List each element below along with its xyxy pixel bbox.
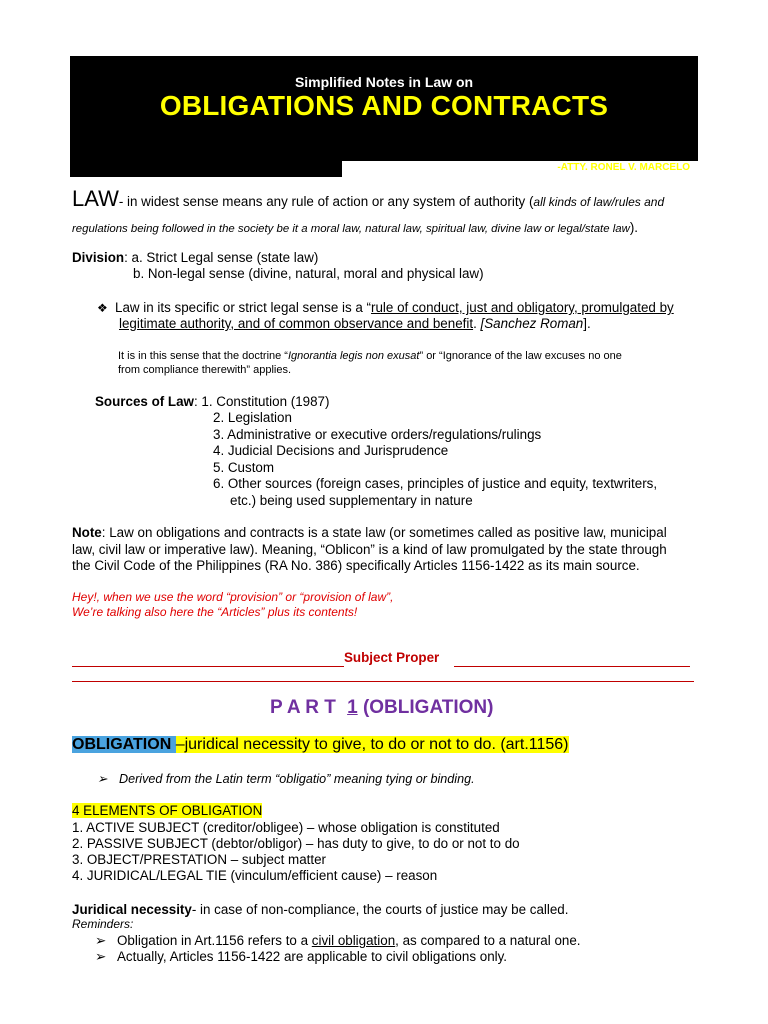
law-term: LAW	[72, 186, 119, 211]
note-line1: Note: Law on obligations and contracts is a state law (or sometimes called as positive law, municipal	[72, 525, 667, 540]
subject-proper-heading: Subject Proper	[344, 650, 440, 665]
subject-rule-right	[454, 666, 690, 667]
strict-sense-line2: legitimate authority, and of common observance and benefit. [Sanchez Roman].	[119, 316, 591, 331]
sources-line-1: Sources of Law: 1. Constitution (1987)	[95, 394, 330, 409]
arrow-bullet-icon: ➢	[97, 772, 108, 786]
arrow-bullet-icon: ➢	[95, 949, 107, 964]
sources-item-4: 4. Judicial Decisions and Jurisprudence	[213, 443, 449, 458]
diamond-bullet-icon: ❖	[97, 301, 108, 315]
strict-sense-bullet: ❖ Law in its specific or strict legal sense is a “rule of conduct, just and obligatory, promulgated by	[97, 300, 674, 315]
hey-note-line2: We’re talking also here the “Articles” plus its contents!	[72, 605, 358, 619]
element-item-4: 4. JURIDICAL/LEGAL TIE (vinculum/efficient cause) – reason	[72, 868, 438, 883]
note-label: Note	[72, 525, 102, 540]
reminders-label: Reminders:	[72, 917, 134, 931]
element-item-3: 3. OBJECT/PRESTATION – subject matter	[72, 852, 326, 867]
header-author: -ATTY. RONEL V. MARCELO	[557, 162, 690, 173]
strict-sense-underlined-2: legitimate authority, and of common observance and benefit	[119, 316, 474, 331]
reminder-item-2: ➢ Actually, Articles 1156-1422 are applicable to civil obligations only.	[95, 949, 508, 964]
doctrine-line1: It is in this sense that the doctrine “Ignorantia legis non exusat” or “Ignorance of the law excuses no one	[118, 350, 622, 362]
juridical-term: Juridical necessity	[72, 902, 192, 917]
obligation-definition	[72, 736, 569, 754]
division-b: b. Non-legal sense (divine, natural, moral and physical law)	[133, 266, 484, 281]
juridical-definition: Juridical necessity- in case of non-compliance, the courts of justice may be called.	[72, 902, 569, 917]
law-definition-line1	[72, 186, 665, 211]
sources-label: Sources of Law	[95, 394, 194, 409]
strict-sense-citation: [Sanchez Roman	[480, 316, 584, 331]
element-item-2: 2. PASSIVE SUBJECT (debtor/obligor) – has duty to give, to do or not to do	[72, 836, 520, 851]
sources-item-6: 6. Other sources (foreign cases, principles of justice and equity, textwriters,	[213, 476, 658, 491]
sources-item-3: 3. Administrative or executive orders/regulations/rulings	[213, 427, 542, 442]
note-line3: the Civil Code of the Philippines (RA No. 386) specifically Articles 1156-1422 as its main source.	[72, 558, 640, 573]
part-heading: P A R T 1 (OBLIGATION)	[270, 697, 494, 718]
law-def-text: - in widest sense means any rule of action or any system of authority (	[118, 194, 534, 209]
doctrine-line2: from compliance therewith” applies.	[118, 364, 292, 376]
civil-obligation-term: civil obligation	[311, 933, 396, 948]
arrow-bullet-icon: ➢	[95, 933, 107, 948]
law-definition-line2	[72, 219, 638, 237]
elements-heading: 4 ELEMENTS OF OBLIGATION	[72, 803, 263, 818]
hey-note-line1: Hey!, when we use the word “provision” or “provision of law”,	[72, 590, 394, 604]
law-def-italic: all kinds of law/rules and	[533, 195, 665, 209]
obligation-latin-note: ➢ Derived from the Latin term “obligatio” meaning tying or binding.	[97, 772, 475, 786]
part-number: 1	[347, 697, 358, 718]
reminder-item-1: ➢ Obligation in Art.1156 refers to a civil obligation, as compared to a natural one.	[95, 933, 581, 948]
obligation-term: OBLIGATION	[72, 736, 176, 753]
law-def-end: ).	[629, 220, 638, 235]
header-title: OBLIGATIONS AND CONTRACTS	[159, 90, 609, 121]
element-item-1: 1. ACTIVE SUBJECT (creditor/obligee) – whose obligation is constituted	[72, 820, 500, 835]
note-line2: law, civil law or imperative law). Meaning, “Oblicon” is a kind of law promulgated by the state through	[72, 542, 667, 557]
subject-rule-left	[72, 666, 344, 667]
division-label: Division	[72, 250, 125, 265]
sources-item-2: 2. Legislation	[213, 410, 292, 425]
header-banner-tab	[70, 161, 342, 177]
obligation-def: –juridical necessity to give, to do or not to do. (art.1156)	[175, 736, 569, 753]
sources-item-6-cont: etc.) being used supplementary in nature	[230, 493, 473, 508]
law-def-italic-2: regulations being followed in the society be it a moral law, natural law, spiritual law, divine law or legal/state law	[72, 223, 630, 235]
doctrine-latin: Ignorantia legis non exusat	[287, 350, 420, 362]
division-a: : a. Strict Legal sense (state law)	[124, 250, 319, 265]
strict-sense-underlined-1: rule of conduct, just and obligatory, promulgated by	[371, 300, 674, 315]
subject-rule-full	[72, 681, 694, 682]
sources-item-5: 5. Custom	[213, 460, 275, 475]
header-subtitle: Simplified Notes in Law on	[294, 74, 474, 90]
division-line-a	[72, 249, 318, 266]
